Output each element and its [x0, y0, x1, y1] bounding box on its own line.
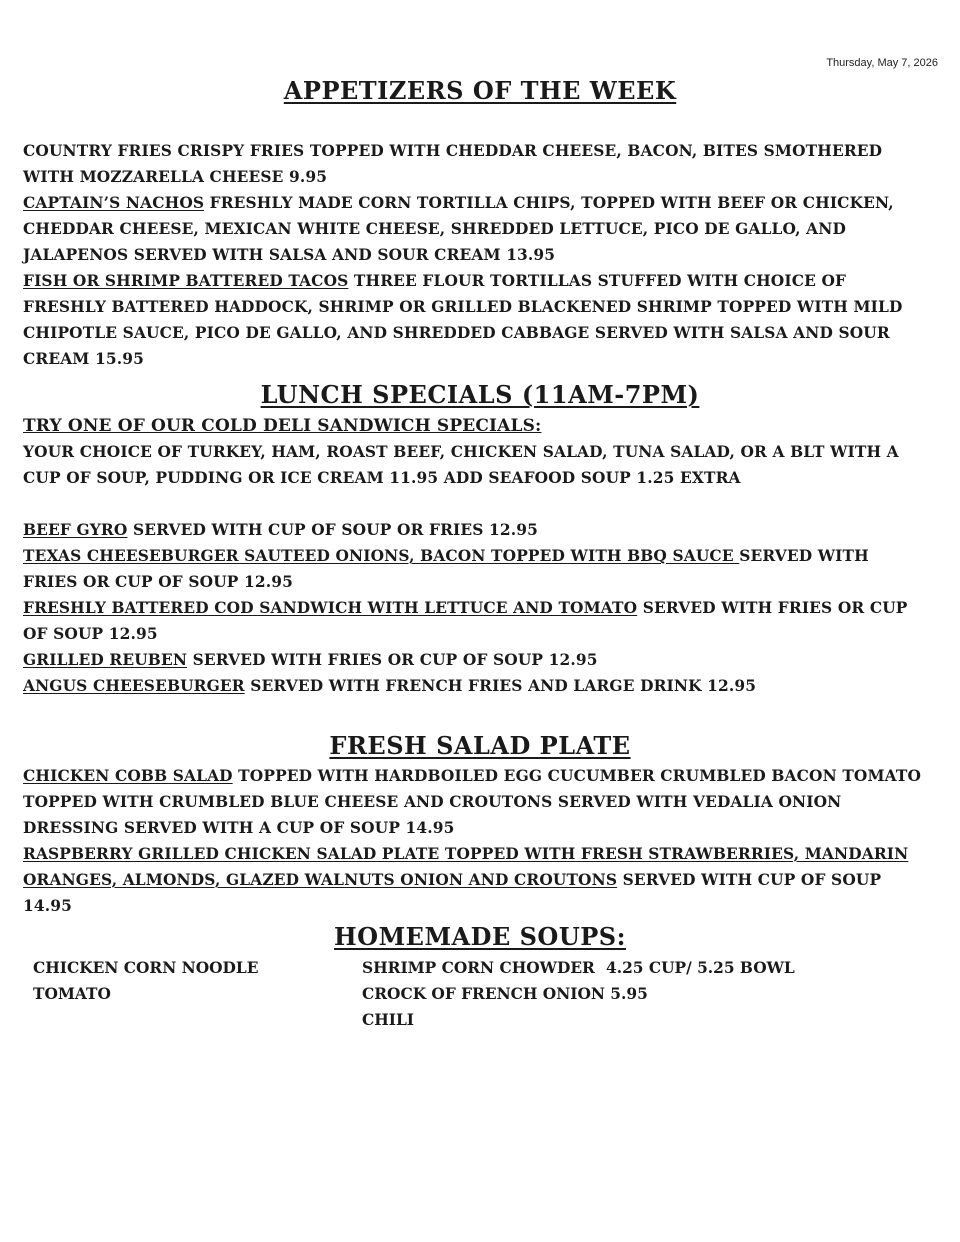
appetizer-desc: FRESHLY MADE CORN TORTILLA CHIPS, TOPPED WITH BEEF OR CHICKEN, CHEDDAR CHEESE, MEXICAN WHITE CHEESE, SHREDDED LETTUCE, PICO DE GALLO, AND JALAPENOS SERVED WITH SALSA AND SOUR CREAM 13.95: [23, 194, 894, 264]
soup-item: CHILI: [362, 1011, 415, 1029]
lunch-item-name: FRESHLY BATTERED COD SANDWICH WITH LETTUCE AND TOMATO: [23, 599, 638, 617]
lunch-item: [23, 543, 923, 595]
lunch-item-name: BEEF GYRO: [23, 521, 128, 539]
lunch-item-desc: SERVED WITH FRIES OR CUP OF SOUP 12.95: [23, 599, 908, 643]
appetizer-desc: THREE FLOUR TORTILLAS STUFFED WITH CHOICE OF FRESHLY BATTERED HADDOCK, SHRIMP OR GRILLED BLACKENED SHRIMP TOPPED WITH MILD CHIPOTLE SAUCE, PICO DE GALLO, AND SHREDDED CABBAGE SERVED WITH SALSA AND SOUR CREAM 15.95: [23, 272, 903, 368]
soups-heading: HOMEMADE SOUPS:: [334, 922, 626, 951]
soups-column-right: [362, 955, 648, 1033]
appetizer-item: [23, 138, 923, 190]
soup-price: 4.25 CUP/ 5.25 BOWL: [606, 959, 795, 977]
lunch-heading: LUNCH SPECIALS (11AM-7PM): [260, 380, 700, 409]
lunch-item-desc: SERVED WITH FRIES OR CUP OF SOUP 12.95: [187, 651, 598, 669]
lunch-item-desc: SERVED WITH CUP OF SOUP OR FRIES 12.95: [127, 521, 538, 539]
lunch-item: [23, 595, 923, 647]
lunch-item-name: TEXAS CHEESEBURGER SAUTEED ONIONS, BACON TOPPED WITH BBQ SAUCE: [23, 547, 740, 565]
soup-item: TOMATO: [33, 985, 111, 1003]
lunch-list: [23, 413, 923, 699]
spacer: [23, 491, 923, 517]
lunch-item: [23, 673, 923, 699]
soups-column-left: [33, 955, 258, 1007]
salad-item-desc: TOPPED WITH HARDBOILED EGG CUCUMBER CRUMBLED BACON TOMATO TOPPED WITH CRUMBLED BLUE CHEESE AND CROUTONS SERVED WITH VEDALIA ONION DRESSING SERVED WITH A CUP OF SOUP 14.95: [23, 767, 922, 837]
lunch-item-name: GRILLED REUBEN: [23, 651, 188, 669]
appetizers-heading: APPETIZERS OF THE WEEK: [283, 76, 677, 105]
appetizer-name: FISH OR SHRIMP BATTERED TACOS: [23, 272, 349, 290]
appetizer-name: COUNTRY FRIES: [23, 142, 172, 160]
soup-item: CROCK OF FRENCH ONION 5.95: [362, 985, 648, 1003]
date-stamp: Thursday, May 7, 2026: [826, 57, 938, 69]
lunch-item-desc: SERVED WITH FRENCH FRIES AND LARGE DRINK 12.95: [244, 677, 757, 695]
salad-item: [23, 763, 923, 841]
soup-item: CHICKEN CORN NOODLE: [33, 959, 259, 977]
salad-heading: FRESH SALAD PLATE: [329, 731, 631, 760]
appetizers-list: [23, 138, 923, 372]
lunch-item-desc: SERVED WITH FRIES OR CUP OF SOUP 12.95: [23, 547, 869, 591]
salad-item-name: RASPBERRY GRILLED CHICKEN SALAD PLATE TOPPED WITH FRESH STRAWBERRIES, MANDARIN ORANGES, ALMONDS, GLAZED WALNUTS ONION AND CROUTONS: [23, 845, 909, 889]
deli-heading: TRY ONE OF OUR COLD DELI SANDWICH SPECIALS:: [23, 416, 542, 436]
lunch-item: [23, 517, 923, 543]
salad-item-name: CHICKEN COBB SALAD: [23, 767, 233, 785]
appetizer-item: [23, 268, 923, 372]
appetizer-name: CAPTAIN’S NACHOS: [23, 194, 205, 212]
appetizer-item: [23, 190, 923, 268]
salad-item: [23, 841, 923, 919]
deli-desc: YOUR CHOICE OF TURKEY, HAM, ROAST BEEF, CHICKEN SALAD, TUNA SALAD, OR A BLT WITH A CUP OF SOUP, PUDDING OR ICE CREAM 11.95 ADD SEAFOOD SOUP 1.25 EXTRA: [23, 443, 899, 487]
appetizer-desc: CRISPY FRIES TOPPED WITH CHEDDAR CHEESE, BACON, BITES SMOTHERED WITH MOZZARELLA CHEESE 9.95: [23, 142, 883, 186]
salad-item-desc: SERVED WITH CUP OF SOUP 14.95: [23, 871, 882, 915]
salad-list: [23, 763, 923, 919]
lunch-item-name: ANGUS CHEESEBURGER: [23, 677, 245, 695]
soup-item: SHRIMP CORN CHOWDER: [362, 959, 595, 977]
lunch-item: [23, 647, 923, 673]
